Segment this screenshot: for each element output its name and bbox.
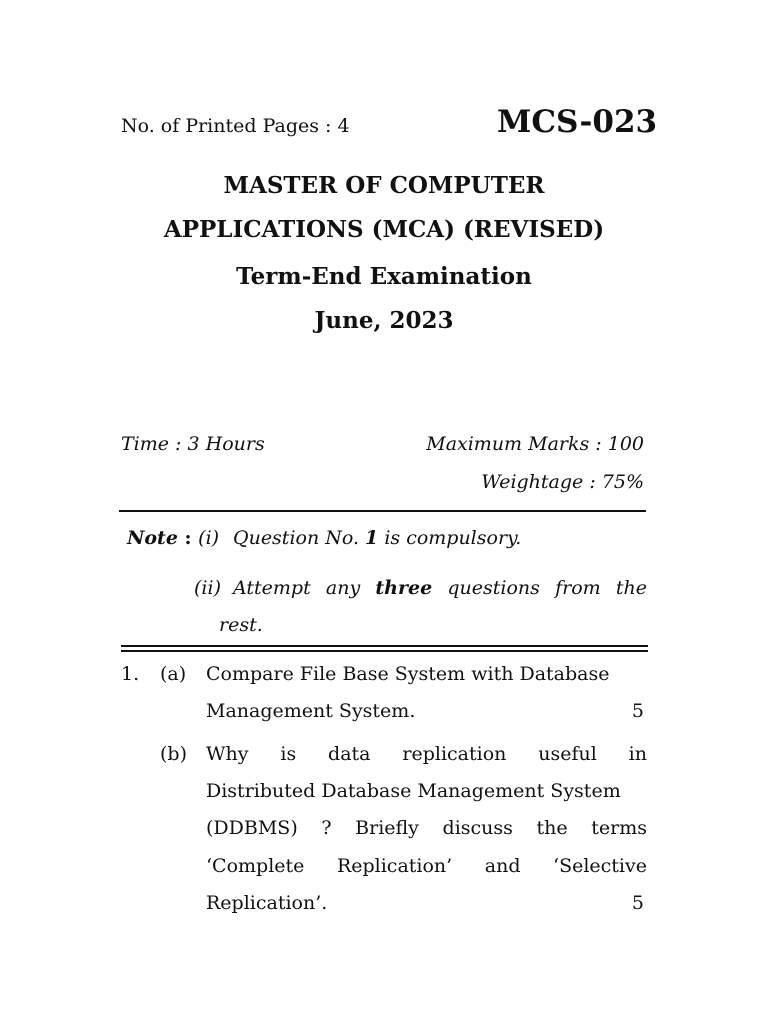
note-instruction-2-number: (ii)	[194, 577, 221, 599]
subquestion-b-text-line1: Why is data replication useful in	[206, 743, 647, 765]
note-label: Note : (i)	[127, 527, 220, 549]
course-code: MCS-023	[497, 104, 658, 140]
weightage: Weightage : 75%	[481, 471, 644, 493]
programme-title-line1: MASTER OF COMPUTER	[223, 172, 545, 199]
subquestion-a-text-line1: Compare File Base System with Database	[206, 663, 610, 685]
printed-pages-count: No. of Printed Pages : 4	[121, 115, 350, 137]
exam-name: Term-End Examination	[236, 263, 532, 290]
subquestion-b-text-line5: Replication’.	[206, 892, 328, 914]
subquestion-b-text-line2: Distributed Database Management System	[206, 780, 621, 802]
maximum-marks: Maximum Marks : 100	[426, 433, 644, 455]
subquestion-b-text-line4: ‘Complete Replication’ and ‘Selective	[206, 855, 647, 877]
subquestion-a-marks: 5	[631, 700, 644, 722]
subquestion-a-text-line2: Management System.	[206, 700, 416, 722]
programme-title-line2: APPLICATIONS (MCA) (REVISED)	[163, 216, 605, 243]
divider-double-top	[121, 645, 648, 647]
exam-duration: Time : 3 Hours	[121, 433, 265, 455]
subquestion-a-label: (a)	[160, 663, 187, 685]
note-instruction-2-continued: rest.	[219, 614, 263, 636]
divider-top	[119, 510, 646, 512]
exam-date: June, 2023	[314, 307, 454, 334]
subquestion-b-text-line3: (DDBMS) ? Briefly discuss the terms	[206, 817, 647, 839]
question-number: 1.	[121, 663, 140, 685]
subquestion-b-label: (b)	[160, 743, 187, 765]
note-instruction-1: Question No. 1 is compulsory.	[233, 527, 522, 549]
divider-double-bottom	[121, 650, 648, 652]
subquestion-b-marks: 5	[631, 892, 644, 914]
note-instruction-2: Attempt any three questions from the	[233, 577, 647, 599]
